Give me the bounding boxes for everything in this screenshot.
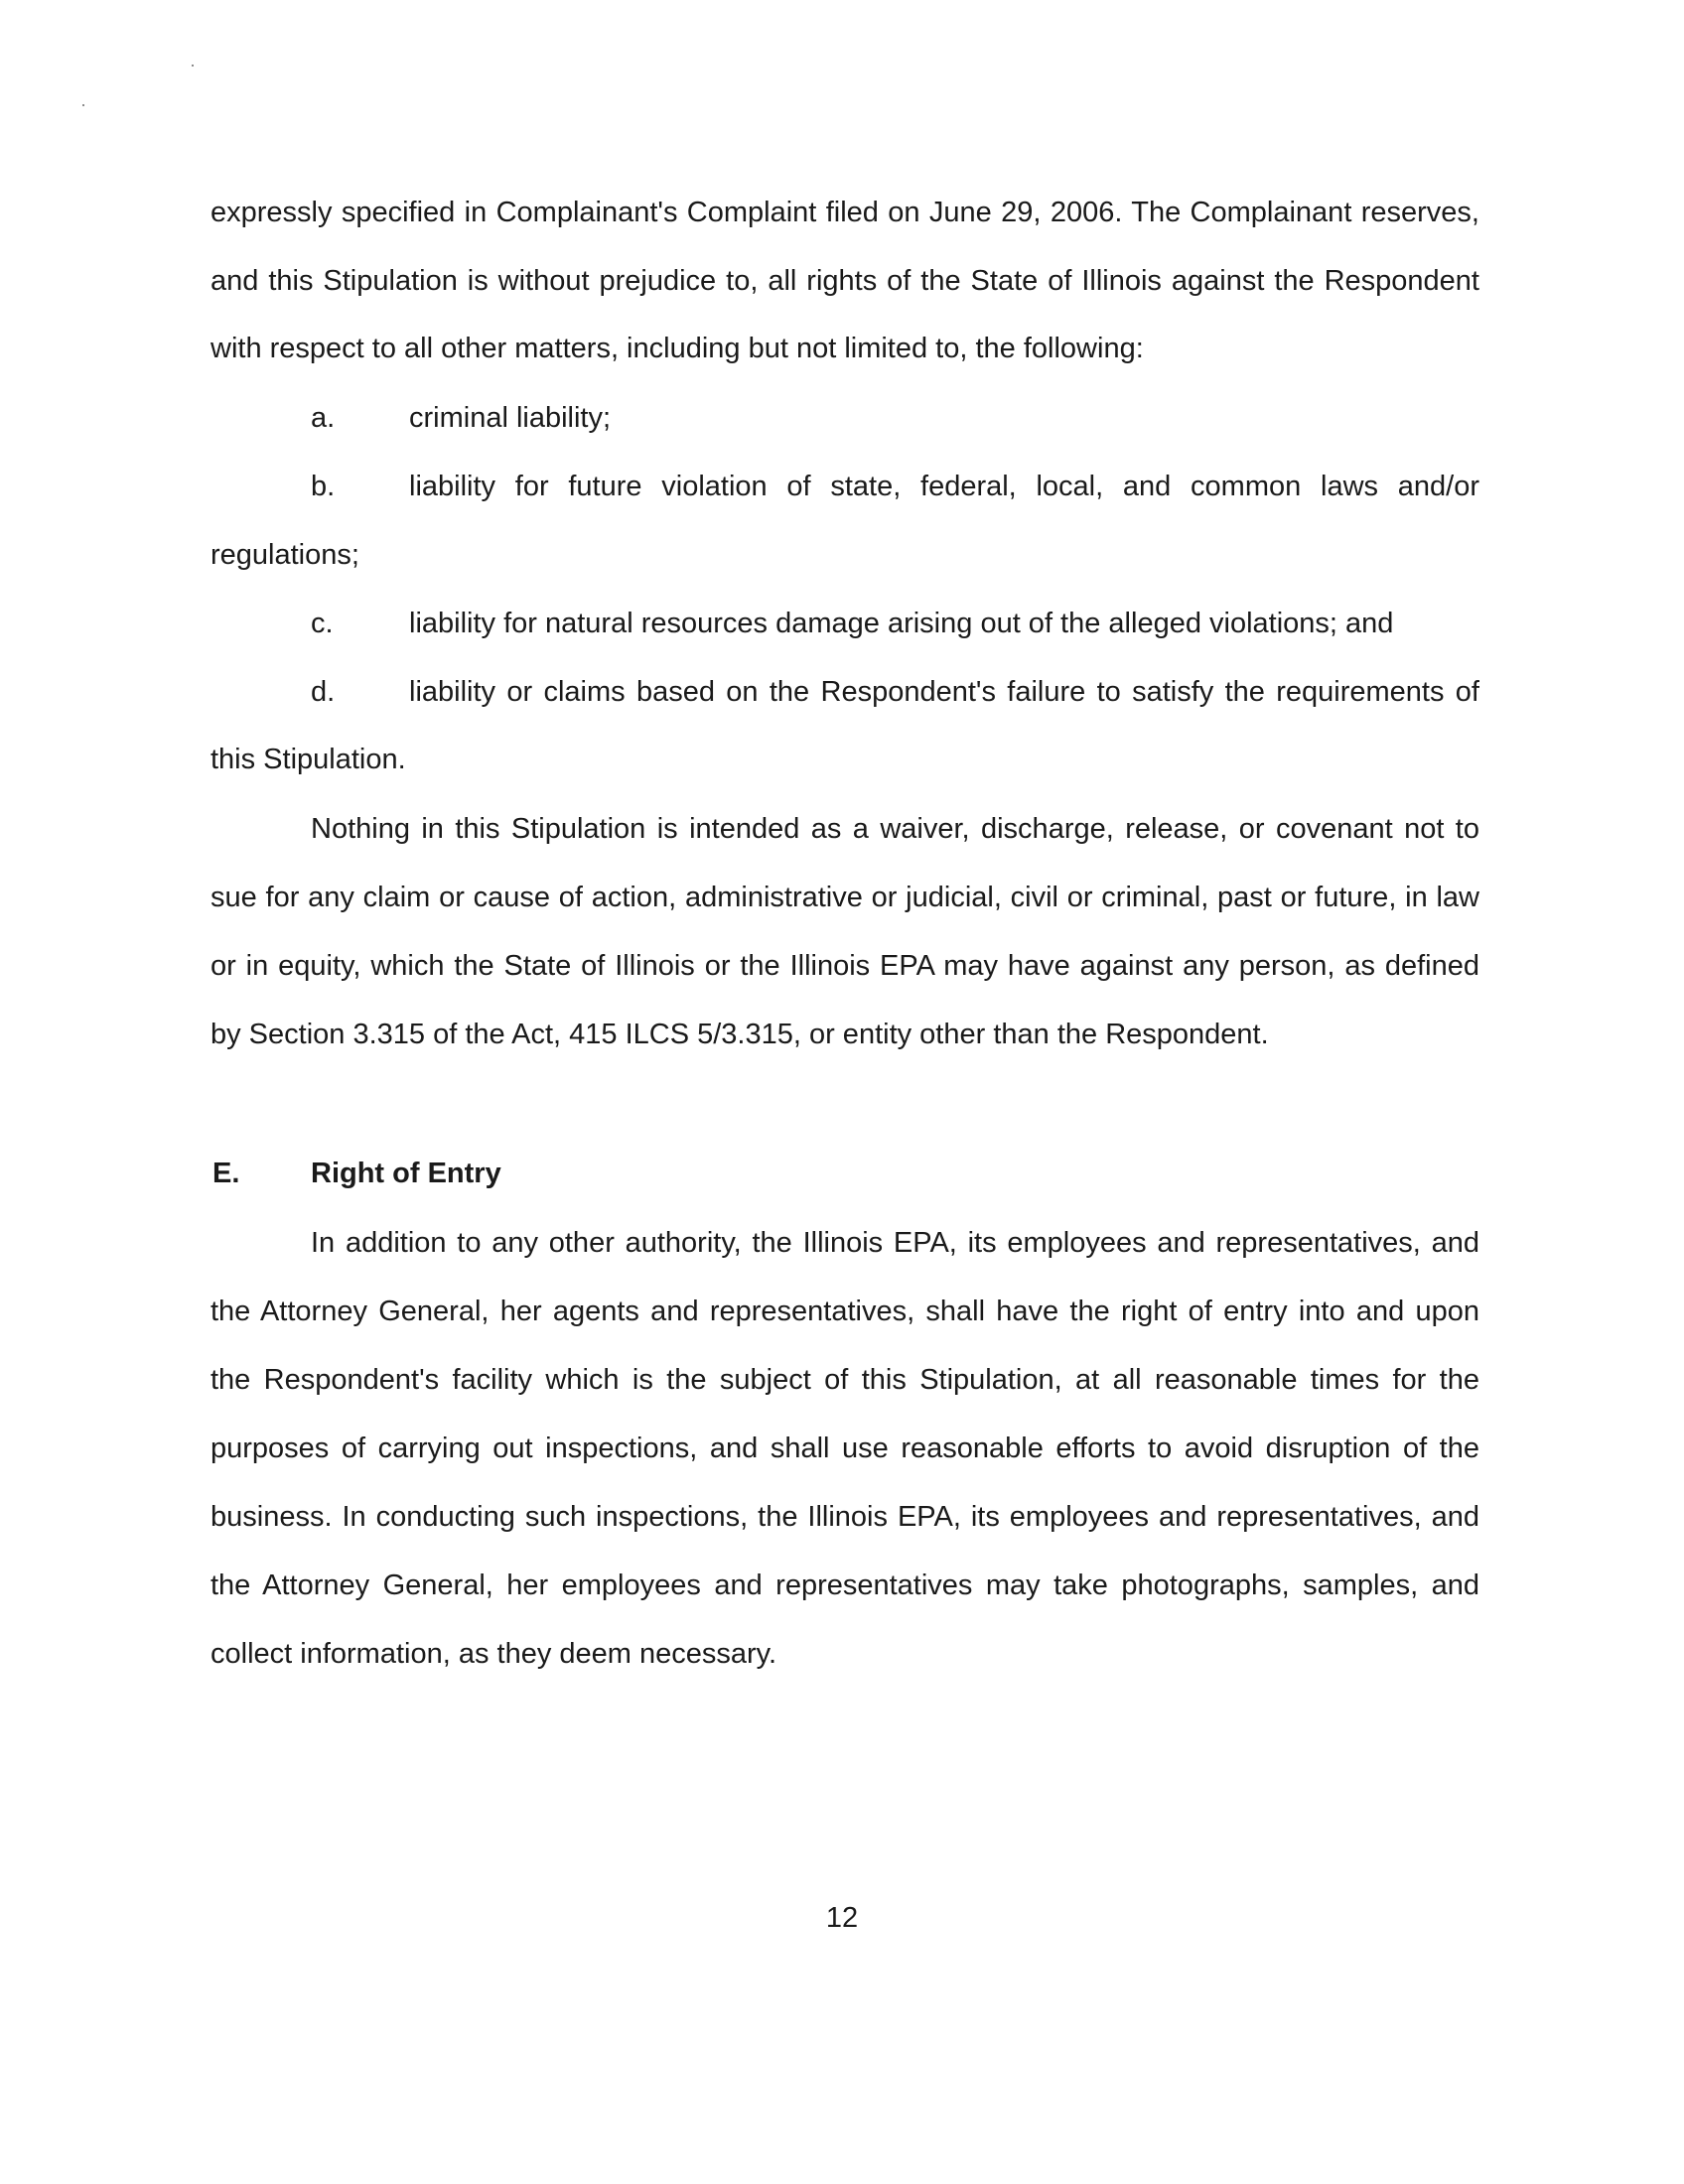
section-e-line-2: the Attorney General, her agents and representatives, shall have the right of entry into and upon <box>210 1296 1479 1327</box>
section-e-line-1: In addition to any other authority, the Illinois EPA, its employees and representatives, and <box>311 1227 1479 1259</box>
paragraph-nothing-line-3: or in equity, which the State of Illinois or the Illinois EPA may have against any person, as defined <box>210 950 1479 982</box>
scan-artifact-dot <box>82 104 84 106</box>
list-item-b-label: b. <box>311 471 336 502</box>
section-e-line-4: purposes of carrying out inspections, and shall use reasonable efforts to avoid disruption of the <box>210 1433 1479 1464</box>
paragraph-intro-line-1: expressly specified in Complainant's Complaint filed on June 29, 2006. The Complainant reserves, <box>210 197 1479 228</box>
paragraph-nothing-line-4: by Section 3.315 of the Act, 415 ILCS 5/3.315, or entity other than the Respondent. <box>210 1019 1269 1050</box>
list-item-d-text: liability or claims based on the Respondent's failure to satisfy the requirements of <box>409 676 1479 708</box>
list-item-a-text: criminal liability; <box>409 402 612 434</box>
section-e-line-7: collect information, as they deem necessary. <box>210 1638 777 1670</box>
page-number: 12 <box>825 1902 859 1934</box>
list-item-a-label: a. <box>311 402 336 434</box>
list-item-c-text: liability for natural resources damage arising out of the alleged violations; and <box>409 608 1394 639</box>
section-e-line-3: the Respondent's facility which is the subject of this Stipulation, at all reasonable times for the <box>210 1364 1479 1396</box>
list-item-c-label: c. <box>311 608 334 639</box>
paragraph-intro-line-2: and this Stipulation is without prejudice to, all rights of the State of Illinois against the Respondent <box>210 265 1479 297</box>
paragraph-nothing-line-2: sue for any claim or cause of action, administrative or judicial, civil or criminal, past or future, in law <box>210 882 1479 913</box>
section-e-line-5: business. In conducting such inspections, the Illinois EPA, its employees and representatives, and <box>210 1501 1479 1533</box>
section-e-line-6: the Attorney General, her employees and representatives may take photographs, samples, and <box>210 1570 1479 1601</box>
scan-artifact-dot <box>192 65 194 67</box>
list-item-d-continuation: this Stipulation. <box>210 744 406 775</box>
paragraph-intro-line-3: with respect to all other matters, including but not limited to, the following: <box>210 333 1144 364</box>
list-item-d-label: d. <box>311 676 336 708</box>
paragraph-nothing-line-1: Nothing in this Stipulation is intended as a waiver, discharge, release, or covenant not to <box>311 813 1479 845</box>
list-item-b-continuation: regulations; <box>210 539 359 571</box>
section-e-title: Right of Entry <box>311 1158 501 1189</box>
section-e-letter: E. <box>212 1158 240 1189</box>
list-item-b-text: liability for future violation of state, federal, local, and common laws and/or <box>409 471 1479 502</box>
